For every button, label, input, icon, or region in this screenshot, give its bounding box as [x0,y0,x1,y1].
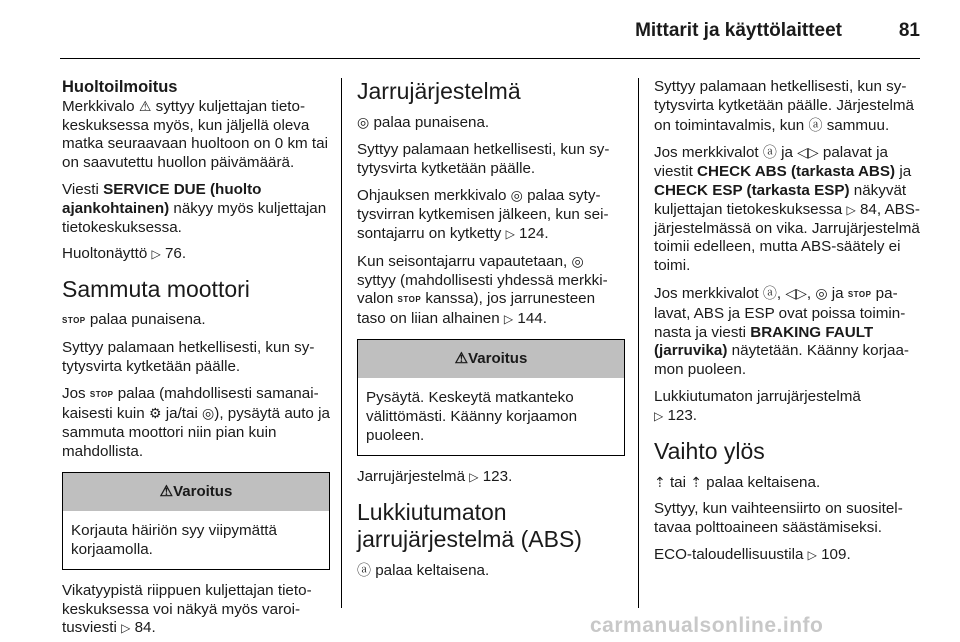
service-wrench-icon: ⚠ [138,97,152,114]
section-heading: Vaihto ylös [654,437,765,464]
page-ref-arrow-icon: ▷ [846,202,856,217]
page-ref-link[interactable]: 123. [482,467,513,485]
coolant-temp-icon: ⚙ [148,405,162,422]
page-section-title: Mittarit ja käyttölaitteet [635,20,842,41]
paragraph: Syttyy, kun vaihteensiirto on suositeltavaa polttoaineen säästämiseksi. [654,500,903,537]
stop-icon: STOP [397,295,422,305]
paragraph [654,407,924,426]
warning-header: ⚠Varoitus [358,340,624,378]
paragraph: Lukkiutumaton jarrujärjestelmä [654,387,861,405]
page-ref-arrow-icon: ▷ [654,408,664,423]
warning-triangle-icon: ⚠ [454,349,469,367]
stop-icon: STOP [847,289,872,299]
brake-warning-icon: ◎ [357,114,370,130]
paragraph: Syttyy palamaan hetkellisesti, kun sytytysvirta kytketään päälle. [357,140,610,177]
page-ref-arrow-icon: ▷ [503,312,514,327]
brake-warning-icon: ◎ [510,187,523,204]
brake-warning-icon: ◎ [815,284,828,301]
page-ref-link[interactable]: 84. [134,619,156,637]
shift-up-icon: ⇡ [690,473,702,490]
column-1 [62,78,330,642]
paragraph: Merkkivalo ⚠ syttyy kuljettajan tietokeskuksessa myös, kun jäljellä oleva matka seuraavaan huoltoon on 0 km tai on saavutettu huollon päivämäärä. [62,97,328,172]
paragraph: Ohjauksen merkkivalo ◎ palaa sytytysvirran kytkemisen jälkeen, kun seisontajarru on kytketty ▷ 124. [357,187,609,242]
page-ref-arrow-icon: ▷ [121,621,131,636]
paragraph: Syttyy palamaan hetkellisesti, kun sytytysvirta kytketään päälle. Järjestelmä on toimintavalmis, kun ⓐ sammuu. [654,78,914,134]
column-2 [357,78,625,589]
paragraph: Jos merkkivalot ⓐ, ◁▷, ◎ ja STOP palavat, ABS ja ESP ovat poissa toiminnasta ja viesti BRAKING FAULT (jarruvika) näytetään. Käänny korjaamon puoleen. [654,284,909,379]
abs-icon: ⓐ [357,561,371,578]
paragraph: Syttyy palamaan hetkellisesti, kun sytytysvirta kytketään päälle. [62,338,315,375]
paragraph: Jos STOP palaa (mahdollisesti samanaikaisesti kuin ⚙ ja/tai ◎), pysäytä auto ja sammuta moottori niin pian kuin mahdollista. [62,384,330,460]
brake-warning-icon: ◎ [571,252,584,269]
page-ref-link[interactable]: 76. [164,245,187,263]
stop-icon: STOP [62,316,86,326]
warning-text: Korjauta häiriön syy viipymättä korjaamolla. [71,521,277,558]
paragraph: ⓐ palaa keltaisena. [357,561,490,579]
page-number: 81 [898,20,920,41]
page-ref-arrow-icon: ▷ [807,547,817,562]
page-ref-link[interactable]: 123. [667,406,698,424]
paragraph: ECO-taloudellisuustila ▷ 109. [654,545,851,563]
paragraph: STOP palaa punaisena. [62,311,206,329]
paragraph: Viesti SERVICE DUE (huolto ajankohtainen) näkyy myös kuljettajan tietokeskuksessa. [62,180,327,236]
paragraph: Kun seisontajarru vapautetaan, ◎ syttyy (mahdollisesti yhdessä merkkivalon STOP kanssa), jos jarrunesteen taso on liian alhainen ▷ 144. [357,252,608,328]
paragraph: Jos merkkivalot ⓐ ja ◁▷ palavat ja viestit CHECK ABS (tarkasta ABS) ja CHECK ESP (tarkasta ESP) näkyvät kuljettajan tietokeskuksessa ▷ 84, ABS-järjestelmässä on vika. Jarrujärjestelmä toimii edelleen, mutta ABS-säätely ei toimi. [654,144,920,275]
header-divider [60,58,920,59]
section-heading: Lukkiutumaton jarrujärjestelmä (ABS) [357,498,582,552]
warning-text: Pysäytä. Keskeytä matkanteko välittömästi. Käänny korjaamon puoleen. [366,388,578,444]
page-ref-arrow-icon: ▷ [469,469,479,484]
section-heading: Jarrujärjestelmä [357,78,521,104]
stop-icon: STOP [89,389,114,399]
page-ref-arrow-icon: ▷ [505,226,515,241]
abs-icon: ⓐ [762,284,777,301]
column-divider [638,78,639,608]
paragraph: ◎ palaa punaisena. [357,114,490,131]
brake-warning-icon: ◎ [202,405,215,422]
paragraph: Vikatyypistä riippuen kuljettajan tietokeskuksessa voi näkyä myös varoitusviesti ▷ 84. [62,581,312,637]
abs-icon: ⓐ [808,116,823,133]
page-ref-link[interactable]: 109. [821,545,851,563]
esp-icon: ◁▷ [785,284,807,301]
paragraph: Jarrujärjestelmä ▷ 123. [357,467,513,485]
warning-box [62,472,330,570]
esp-icon: ◁▷ [797,144,819,161]
column-divider [341,78,342,608]
abs-icon: ⓐ [762,144,777,161]
column-3 [654,78,924,573]
page-header [0,0,960,62]
section-heading: Sammuta moottori [62,276,250,303]
shift-up-icon: ⇡ [654,473,666,490]
page-ref-link[interactable]: 124. [519,224,549,242]
warning-box [357,339,625,456]
page-ref-link[interactable]: 144. [517,310,547,328]
paragraph: ⇡ tai ⇡ palaa keltaisena. [654,473,821,491]
page-ref-arrow-icon: ▷ [151,247,161,262]
paragraph: Huoltonäyttö ▷ 76. [62,245,187,263]
warning-header: ⚠Varoitus [63,473,329,511]
page-ref-link[interactable]: 84, [859,200,882,218]
warning-triangle-icon: ⚠ [159,482,174,500]
watermark: carmanualsonline.info [590,614,824,637]
section-heading: Huoltoilmoitus [62,78,178,96]
